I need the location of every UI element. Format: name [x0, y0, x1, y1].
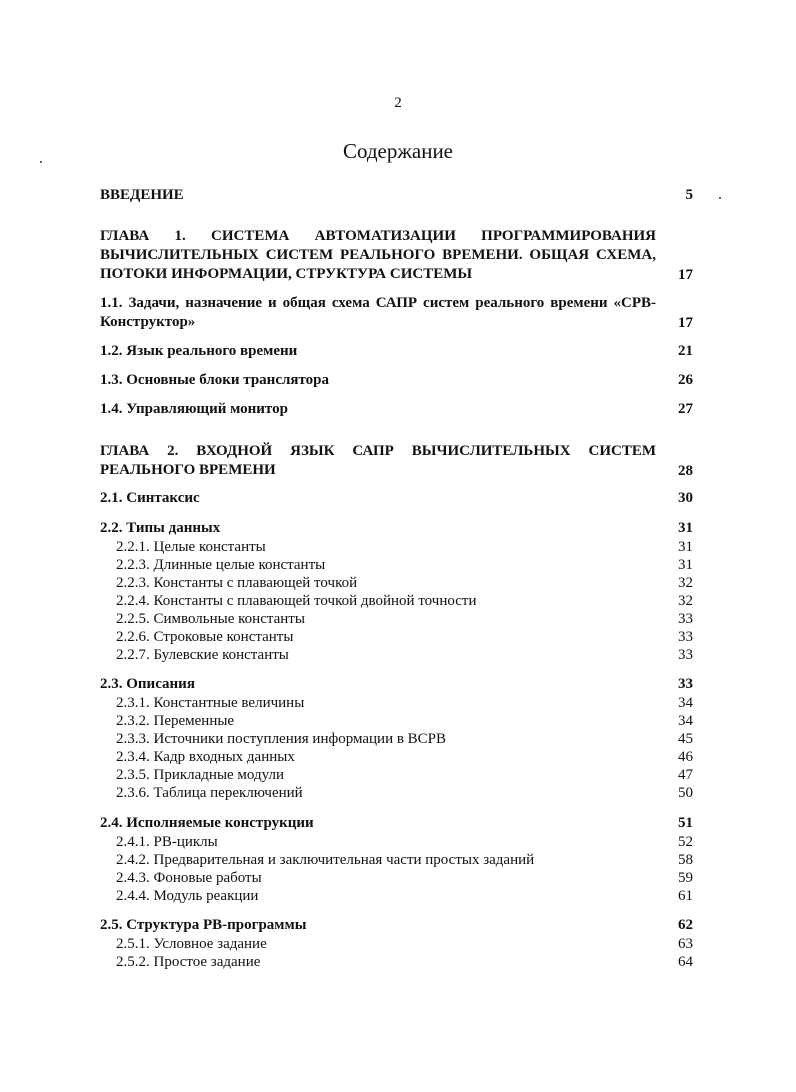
- toc-entry-page: 63: [678, 936, 693, 952]
- toc-entry-label: ГЛАВА 1. СИСТЕМА АВТОМАТИЗАЦИИ ПРОГРАММИРОВАНИЯ ВЫЧИСЛИТЕЛЬНЫХ СИСТЕМ РЕАЛЬНОГО ВРЕМЕНИ. ОБЩАЯ СХЕМА, ПОТОКИ ИНФОРМАЦИИ, СТРУКТУРА СИСТЕМЫ: [100, 228, 656, 282]
- toc-entry-label: 2.4.2. Предварительная и заключительная части простых заданий: [116, 852, 535, 868]
- toc-entry-2-3-6: [100, 784, 693, 802]
- toc-entry-page: 50: [678, 785, 693, 801]
- toc-entry-2-5-1: [100, 935, 693, 953]
- toc-entry-label: ВВЕДЕНИЕ: [100, 187, 184, 203]
- toc-entry-2-2-1: [100, 538, 693, 556]
- toc-entry-chapter-1: [100, 227, 693, 284]
- toc-entry-label: 2.1. Синтаксис: [100, 490, 200, 506]
- toc-entry-1-2: [100, 343, 693, 360]
- toc-entry-page: 46: [678, 749, 693, 765]
- toc-entry-2-3-4: [100, 748, 693, 766]
- scan-speck: [719, 197, 721, 199]
- toc-entry-1-1: [100, 294, 693, 332]
- toc-entry-label: 2.4. Исполняемые конструкции: [100, 815, 314, 831]
- toc-entry-label: 2.2.5. Символьные константы: [116, 611, 305, 627]
- toc-entry-page: 51: [678, 815, 693, 831]
- toc-entry-2-5: [100, 917, 693, 934]
- toc-entry-label: 2.3.2. Переменные: [116, 713, 235, 729]
- toc-entry-page: 62: [678, 917, 693, 933]
- toc-entry-2-3-2: [100, 712, 693, 730]
- toc-entry-page: 33: [678, 611, 693, 627]
- toc-entry-page: 5: [685, 187, 693, 203]
- toc-entry-2-2-2: [100, 556, 693, 574]
- toc-entry-label: 1.1. Задачи, назначение и общая схема САПР систем реального времени «СРВ-Конструктор»: [100, 295, 656, 330]
- toc-entry-label: 2.2.6. Строковые константы: [116, 629, 294, 645]
- toc-entry-label: 2.3.1. Константные величины: [116, 695, 305, 711]
- toc-entry-2-3-3: [100, 730, 693, 748]
- page-title: Содержание: [342, 139, 454, 163]
- toc-entry-1-3: [100, 372, 693, 389]
- toc-entry-2-4-3: [100, 869, 693, 887]
- toc-entry-2-2-4: [100, 592, 693, 610]
- toc-entry-page: 28: [678, 463, 693, 479]
- toc-entry-2-4-2: [100, 851, 693, 869]
- toc-entry-page: 17: [678, 315, 693, 331]
- toc-entry-page: 21: [678, 343, 693, 359]
- toc-entry-page: 45: [678, 731, 693, 747]
- toc-entry-2-2-3: [100, 574, 693, 592]
- toc-entry-page: 47: [678, 767, 693, 783]
- toc-entry-page: 33: [678, 676, 693, 692]
- toc-entry-label: 2.4.4. Модуль реакции: [116, 888, 259, 904]
- toc-entry-2-3-5: [100, 766, 693, 784]
- toc-entry-label: 2.2.3. Константы с плавающей точкой: [116, 575, 358, 591]
- toc-entry-label: 2.3.5. Прикладные модули: [116, 767, 284, 783]
- toc-entry-label: 2.2.1. Целые константы: [116, 539, 266, 555]
- toc-entry-label: 2.2. Типы данных: [100, 520, 221, 536]
- toc-entry-1-4: [100, 401, 693, 418]
- page-number: 2: [394, 95, 402, 111]
- toc-entry-2-4-1: [100, 833, 693, 851]
- toc-entry-label: 1.2. Язык реального времени: [100, 343, 298, 359]
- scan-speck: [40, 161, 42, 163]
- toc-entry-2-2-6: [100, 628, 693, 646]
- toc-entry-label: 2.3.4. Кадр входных данных: [116, 749, 295, 765]
- toc-entry-label: 2.5.2. Простое задание: [116, 954, 261, 970]
- toc-entry-page: 52: [678, 834, 693, 850]
- toc-entry-chapter-2: [100, 442, 693, 480]
- toc-entry-label: 2.3.6. Таблица переключений: [116, 785, 303, 801]
- toc-entry-2-2: [100, 520, 693, 537]
- toc-entry-page: 34: [678, 695, 693, 711]
- toc-entry-2-3: [100, 676, 693, 693]
- toc-entry-2-1: [100, 490, 693, 507]
- toc-entry-page: 58: [678, 852, 693, 868]
- toc-entry-label: ГЛАВА 2. ВХОДНОЙ ЯЗЫК САПР ВЫЧИСЛИТЕЛЬНЫХ СИСТЕМ РЕАЛЬНОГО ВРЕМЕНИ: [100, 443, 656, 478]
- toc-entry-label: 2.2.4. Константы с плавающей точкой двойной точности: [116, 593, 477, 609]
- toc-entry-label: 2.4.3. Фоновые работы: [116, 870, 262, 886]
- toc-entry-page: 17: [678, 267, 693, 283]
- toc-entry-label: 2.5.1. Условное задание: [116, 936, 267, 952]
- toc-entry-page: 32: [678, 593, 693, 609]
- toc-entry-page: 30: [678, 490, 693, 506]
- toc-entry-page: 34: [678, 713, 693, 729]
- toc-entry-2-4-4: [100, 887, 693, 905]
- toc-entry-page: 59: [678, 870, 693, 886]
- toc-entry-page: 26: [678, 372, 693, 388]
- toc-entry-page: 31: [678, 539, 693, 555]
- toc-entry-page: 32: [678, 575, 693, 591]
- toc-entry-label: 1.4. Управляющий монитор: [100, 401, 288, 417]
- toc-entry-page: 27: [678, 401, 693, 417]
- toc-entry-2-2-7: [100, 646, 693, 664]
- toc-entry-label: 2.2.7. Булевские константы: [116, 647, 289, 663]
- toc-entry-introduction: [100, 187, 693, 204]
- toc-entry-label: 2.3.3. Источники поступления информации в ВСРВ: [116, 731, 447, 747]
- toc-entry-page: 31: [678, 520, 693, 536]
- toc-entry-label: 1.3. Основные блоки транслятора: [100, 372, 330, 388]
- toc-entry-page: 33: [678, 629, 693, 645]
- toc-entry-page: 33: [678, 647, 693, 663]
- toc-entry-label: 2.5. Структура РВ-программы: [100, 917, 307, 933]
- toc-entry-2-5-2: [100, 953, 693, 971]
- toc-entry-page: 61: [678, 888, 693, 904]
- toc-entry-label: 2.2.3. Длинные целые константы: [116, 557, 326, 573]
- toc-entry-page: 31: [678, 557, 693, 573]
- toc-entry-2-3-1: [100, 694, 693, 712]
- toc-entry-label: 2.3. Описания: [100, 676, 195, 692]
- toc-entry-page: 64: [678, 954, 693, 970]
- toc-entry-2-2-5: [100, 610, 693, 628]
- toc-entry-label: 2.4.1. РВ-циклы: [116, 834, 218, 850]
- toc-entry-2-4: [100, 815, 693, 832]
